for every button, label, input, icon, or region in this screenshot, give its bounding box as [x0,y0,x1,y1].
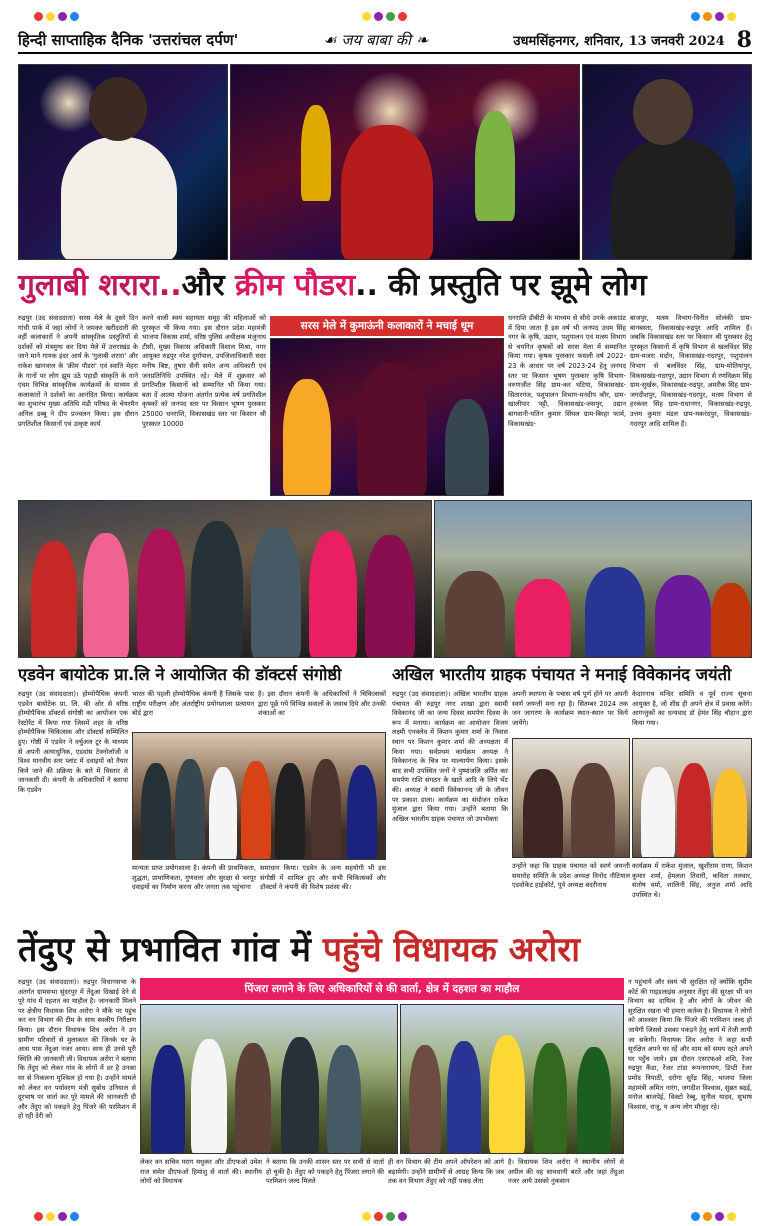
masthead-right [513,27,752,53]
person-figure [137,529,185,658]
singer-figure [61,137,177,260]
color-dot [703,12,712,21]
color-dot [691,12,700,21]
person-figure [31,541,77,658]
story2-col2: भारत की पहली होम्योपैथिक कंपनी है जिसके पास राष्ट्रीय परीक्षण और अंतर्राष्ट्रीय प्रयोगशाला प्रत्यायन बोर्ड द्वारा [132,690,254,718]
person-figure [83,533,129,658]
story3-col2: अपनी स्थापना के पचास वर्ष पूर्ण होने पर अपनी स्वर्ण जयन्ती मना रहा है। सितम्बर 2024 तक जन जागरण के कार्यक्रम स्थान-स्थान पर किये जायेंगे। [512,690,628,727]
person-figure [275,763,305,860]
person-figure [151,1045,185,1154]
main-headline: गुलाबी शरारा..और क्रीम पौडरा.. की प्रस्तुति पर झूमे लोग [18,268,647,303]
story2-caption-col1: मान्यता प्राप्त प्रयोगशाला है। कंपनी की प्राथमिकता, शुद्धता, प्रामाणिकता, गुणवत्ता और सुरक्षा से भरपूर दवाइयों का निर्माण करना और जनता तक पहुंचाना [132,864,256,892]
person-figure [347,765,377,860]
story1-photo [270,338,504,496]
audience-figure [515,579,571,658]
person-figure [141,763,171,860]
story2-caption-col2: समाधान किया। एडवेन के अन्य सहयोगी भी इस संगोष्ठी में शामिल हुए और सभी चिकित्सकों और डॉक्टर्स ने कंपनी की विशेष प्रशंसा की। [260,864,386,892]
color-dot [46,12,55,21]
color-dot [691,1212,700,1221]
person-figure [309,531,357,658]
person-figure [641,767,675,858]
person-figure [677,763,711,858]
story4-col1: रुद्रपुर (उद संवाददाता)। रुद्रपुर विधानसभा के अंतर्गत ग्रामसभा सुंदरपुर में तेंदुआ दिखाई देने से पूरे गांव में दहशत का माहौल है। जानकारी मिलने पर क्षेत्रीय विधायक शिव अरोरा ने मौके पर पहुंच कर वन विभाग की टीम के साथ स्थलीय निरीक्षण किया। इस दौरान विधायक शिव अरोरा ने उन ग्रामीण परिवारों से मुलाकात की जिनके घर के आस पास तेंदुआ नजर आया। साथ ही उनसे पूरी स्थिति की जानकारी ली। विधायक अरोरा ने बताया कि तेंदुए को लेकर गांव के लोगों में डर है उनका घर से निकलना मुश्किल हो गया है। उन्होंने मामले को लेकर वन पर्यावरण मंत्री सुबोध उनियाल से दूरभाष पर वार्ता कर पूरे मामले की जानकारी दी और तेंदुए को पकड़ने हेतु पिंजरे की परमिशन में हो रही देरी को [18,978,136,1121]
color-dot [386,12,395,21]
top-left-dots [34,12,79,21]
person-figure [571,763,615,858]
masthead-slogan: ☙ जय बाबा की ❧ [323,31,429,49]
color-dot [715,1212,724,1221]
color-dot [70,12,79,21]
color-dot [727,12,736,21]
story3-col3: केदारनाथ मन्दिर समिति व पूर्व राज्य सूचना आयुक्त है, जो शीघ्र ही अपने क्षेत्र में प्रवास करेंगे। आगन्तुकों का धन्यवाद डॉ हेमंत सिंह चौहान द्वारा किया गया। [632,690,752,727]
story1-col1: रुद्रपुर (उद संवाददाता) सरस मेले के दूसरे दिन गांधी पार्क में जहां लोगों ने जमकर खरीददारी की वहीं कलाकारों ने अपनी सांस्कृतिक प्रस्तुतियों से दर्शकों को मंत्रमुग्ध कर दिया मेले में उत्तराखंड के जाने माने गायक इंदर आर्य के 'गुलाबी शरारा' और राकेश खानवाल के 'क्रीम पौडरा' एवं स्वाति मेहरा के गानों पर लोग झूम उठे पहाड़ी संस्कृति के गाने एवम विभिन्न सांस्कृतिक कार्यक्रमों के माध्यम से कलाकारों ने दर्शकों का आनंदित किया। कार्यक्रम का शुभारंभ मुख्य अतिथि मंडी परिषद के चेयरमैन अनिल डब्बू ने दीप प्रज्वलन किया। इस दौरान प्रगतिशील किसानों एवं उत्कृष्ट कार्य [18,314,138,428]
person-figure [713,769,747,858]
bottom-headline: तेंदुए से प्रभावित गांव में पहुंचे विधायक अरोरा [18,930,581,970]
color-dot [715,12,724,21]
person-figure [489,1035,525,1154]
bottom-center-dots [362,1212,407,1221]
color-dot [58,1212,67,1221]
masthead [18,28,752,54]
color-dot [374,12,383,21]
story4-caption3: ही वन विभाग की टीम अपने ऑपरेशन को आगे बढ़ायेगी। उन्होंने ग्रामीणों से आग्रह किया कि जब तक वन विभाग तेंदुए को नहीं पकड़ लेता [388,1158,504,1186]
photo-audience [434,500,752,658]
story1-col3: धनराशि डीबीटी के माध्यम से सीधे उनके अकाउंट में दिया जाता है इस वर्ष भी जनपद उधम सिंह नगर के कृषि, उद्यान, पशुपालन एवं मत्स्य विभाग से चयनित कृषकों को सरस मेला में सम्मानित किया गया। कृषक पुरस्कार फसली वर्ष 2022-23 के आधार पर वर्ष 2023-24 हेतु जनपद स्तर पर किसान भूषण पुरस्कार कृषि विभाग-वरुणजीत सिंह ग्राम-कर घटिया, विकासखंड-सितारगंज, पशुपालन विभाग-मनदीप कौर, ग्राम-खालीपार पट्टी, विकासखंड-जसपुर, उद्यान बागवानी-यतिन कुमार सिंघल ग्राम-बिरहा फार्म, विकासखंड- [508,314,626,428]
performer-figure [445,399,489,496]
story3-photo-right [632,738,752,858]
story4-caption2: ने बताया कि उनकी शासन स्तर पर सभी से वार्ता हो चुकी है। तेंदुए को पकड़ने हेतु पिंजरा लगाने की परमिशन जल्द मिलते [266,1158,384,1186]
person-figure [409,1045,441,1154]
audience-figure [445,571,505,658]
story4-caption4: है। विधायक शिव अरोरा ने स्थानीय लोगों से अपील की वह सावधानी बरतें और जहां तेंदुआ नजर आये उसको नुकसान [508,1158,624,1186]
singer-head [633,79,693,145]
person-figure [447,1041,481,1154]
color-dot [34,12,43,21]
dancer-figure [357,363,427,496]
story3-photo-left [512,738,630,858]
bottom-right-dots [691,1212,736,1221]
story3-col1: रुद्रपुर (उद संवाददाता)। अखिल भारतीय ग्राहक पंचायत की रुद्रपुर नगर शाखा द्वारा स्वामी विवेकानंद जी का जन्म दिवस समर्पण दिवस के रूप में मनाया। कार्यक्रम का आयोजन विजय लक्ष्मी एनक्लेव में किशन कुमार शर्मा के निवास स्थान पर किशन कुमार शर्मा की अध्यक्षता में किया गया। सर्वप्रथम कार्यक्रम अध्यक्ष ने विवेकानन्द के चित्र पर माल्यार्पण किया। इसके बाद सभी उपस्थित जनों ने पुष्पांजलि अर्पित कर समर्पण राशि संगठन के खाते आदि के लिये भेंट की। अध्यक्ष ने स्वामी विवेकानन्द जी के जीवन पर प्रकाश डाला। कार्यक्रम का संयोजन राकेश मुंजाल द्वारा किया गया। उन्होंने बताया कि अखिल भारतीय ग्राहक पंचायत जो उपभोक्ता [392,690,508,823]
story4-banner: पिंजरा लगाने के लिए अधिकारियों से की वार्ता, क्षेत्र में दहशत का माहौल [140,978,624,1000]
flourish-icon: ❧ [415,31,429,49]
person-figure [241,761,271,860]
color-dot [703,1212,712,1221]
singer-figure [611,139,735,260]
photo-singer-left [18,64,228,260]
page-number: 8 [736,27,752,53]
dancer-figure [283,379,331,496]
story2-col3: है। इस दौरान कंपनी के अधिकारियों ने चिकित्सकों द्वारा पूछे गये विभिन्न सवालों के जवाब दिये और उनकी शंकाओं का [258,690,386,718]
story1-photo-banner: सरस मेले में कुमाऊंनी कलाकारों ने मचाई धूम [270,316,504,336]
singer-head [89,77,147,141]
audience-figure [585,567,645,658]
color-dot [398,12,407,21]
dancer-figure [341,125,433,260]
photo-awardees [18,500,432,658]
person-figure [251,527,301,658]
color-dot [58,12,67,21]
color-dot [362,12,371,21]
top-center-dots [362,12,407,21]
person-figure [365,535,415,658]
story4-photo-left [140,1004,398,1154]
dateline: उधमसिंहनगर, शनिवार, 13 जनवरी 2024 [513,34,725,49]
flourish-icon: ☙ [323,31,337,49]
audience-figure [655,575,711,658]
story1-col4: बाजपुर, मत्स्य विभाग-विनीत सोलंकी ग्राम-बानबस्ता, विकासखंड-रुद्रपुर आदि शामिल हैं। जबकि विकासखंड स्तर पर किसान श्री पुरस्कार हेतु पुरस्कृत किसानों में कृषि विभाग से खलविंदर सिंह ग्राम-मजरा मर्दान, विकासखंड-गदरपुर, पशुपालन विभाग से बलविंदर सिंह, ग्राम-मोतियापुर, विकासखंड-गदरपुर, उद्यान विभाग से रणविक्रम सिंह ग्राम-सुर्खरू, विकासखंड-रुद्रपुर, अमरीक सिंह ग्राम-जगदीशपुर, विकासखंड-गदरपुर, मत्स्य विभाग से हरकंवर सिंह ग्राम-राधानगर, विकासखंड-रुद्रपुर, उत्तम कुमार मंडल ग्राम-मकरंदपुर, विकासखंड-गदरपुर आदि शामिल हैं। [630,314,752,428]
color-dot [34,1212,43,1221]
story2-col1: रुद्रपुर (उद संवाददाता)। होम्योपैथिक कंपनी एडवेन बायोटेक प्रा. लि. की ओर से वरिष्ठ होम्योपैथिक डॉक्टर्स संगोष्ठी का आयोजन एक रेस्टोरेंट में किया गया जिसमें शहर के वरिष्ठ होम्योपैथिक चिकित्सक और डॉक्टर्स सम्मिलित हुए। गोष्ठी में एडवेन ने वर्चुअल टूर के माध्यम से अपनी अत्याधुनिक, एडवांस टेक्नोलॉजी व विश्व मानवीय स्तर प्लांट में दवाइयों को तैयार किये जाने की प्रक्रिया के बारे में विस्तार से जानकारी दी। कंपनी के अधिकारियों ने बताया कि एडवेन [18,690,128,794]
color-dot [398,1212,407,1221]
dancer-figure [301,105,331,201]
person-figure [175,759,205,860]
person-figure [327,1045,361,1154]
person-figure [523,769,563,858]
color-dot [727,1212,736,1221]
person-figure [191,1039,227,1154]
newspaper-title: हिन्दी साप्ताहिक दैनिक 'उत्तरांचल दर्पण' [18,31,239,49]
audience-figure [711,583,751,658]
person-figure [577,1047,611,1154]
bottom-left-dots [34,1212,79,1221]
person-figure [533,1043,567,1154]
photo-singer-right [582,64,752,260]
story4-col-end: न पहुंचाये और स्वयं भी सुरक्षित रहें क्योंकि सुप्रीम कोर्ट की गाइडलाइंस अनुसार तेंदुए की सुरक्षा भी वन विभाग का दायित्व है और लोगों के जीवन की सुरक्षित रखना भी हमारा कर्तव्य है। विधायक ने लोगों को आश्वस्त किया कि पिंजरे की परमिशन जल्द हो जायेगी जिससे उसका पकड़ने हेतु कार्य में तेजी लायी जा सकेगी। विधायक शिव अरोरा ने कहा सभी सुरक्षित अपने घर रहें और शाम को समय रहते अपने घर पहुँच जाये। इस दौरान एसएफओ शशि, रेंजर रुद्रपुर कैंडा, रेंजर टांडा रूपनारायण, डिप्टी रेंजर प्रमोद त्रिपाठी, दरोगा सुरेंद्र सिंह, भाजपा जिला महामंत्री अमित नारंग, जगदीश विश्वास, सुब्रत बढ़ई, मनोज बाजपेई, विक्टो रेब्बू, सुनील यादव, सुभाष विश्वास, राजू, य अन्य लोग मौजूद रहे। [628,978,752,1111]
person-figure [281,1037,319,1154]
color-dot [70,1212,79,1221]
story3-caption-left: उन्होंने कहा कि ग्राहक पंचायत को स्वर्ण जयन्ती समारोह समिति के प्रदेश अध्यक्ष विनोद नौटियाल एडवोकेट हाईकोर्ट, पूर्व अध्यक्ष बदरीनाथ [512,862,630,890]
color-dot [46,1212,55,1221]
story3-caption-right: कार्यक्रम में राकेश मुंजाल, खुशीराम राणा, किशन कुमार शर्मा, हेमलता तिवारी, कविता तलवार, संतोष वर्मा, शालिनी सिंह, अनुज शर्मा आदि उपस्थित थे। [632,862,752,899]
photo-dance-center [230,64,580,260]
story4-caption1: लेकर वन सचिव पराग मधुकर और डीएफओ उमेश राज समेत डीएफओ हिमांशु से वार्ता की। स्थानीय लोगों को विधायक [140,1158,262,1186]
person-figure [209,767,237,860]
story4-photo-right [400,1004,624,1154]
story3-headline: अखिल भारतीय ग्राहक पंचायत ने मनाई विवेकानंद जयंती [392,665,732,684]
color-dot [374,1212,383,1221]
person-figure [191,521,243,658]
color-dot [386,1212,395,1221]
person-figure [235,1043,271,1154]
person-figure [311,759,341,860]
performer-figure [475,111,515,221]
color-dot [362,1212,371,1221]
story2-headline: एडवेन बायोटेक प्रा.लि ने आयोजित की डॉक्टर्स संगोष्ठी [18,665,342,684]
story2-photo [132,732,386,860]
story1-col2: करने वाली स्वयं सहायता समूह की महिलाओं को पुरस्कृत भी किया गया। इस दौरान प्रदेश महामंत्री भाजपा विकास शर्मा, वरिष्ठ पुलिस अधीक्षक मंजुनाथ टीसी, मुख्य विकास अधिकारी विशाल मिश्रा, नगर आयुक्त रुद्रपुर नरेश दुर्गापाल, उपजिलाधिकारी सदर मनीष बिष्ट, तुषार सैनी समेत अन्य अधिकारी एवं जनप्रतिनिधि उपस्थित रहे। मेले में शुक्रवार को प्रगतिशील किसानों को सम्मानित भी किया गया। बता दें आत्मा योजना अंतर्गत प्रत्येक वर्ष प्रगतिशील कृषकों को जनपद स्तर पर किसान भूषण पुरस्कार 25000 धनराशि, विकासखंड स्तर पर किसान श्री पुरस्कार 10000 [142,314,266,428]
top-right-dots [691,12,736,21]
